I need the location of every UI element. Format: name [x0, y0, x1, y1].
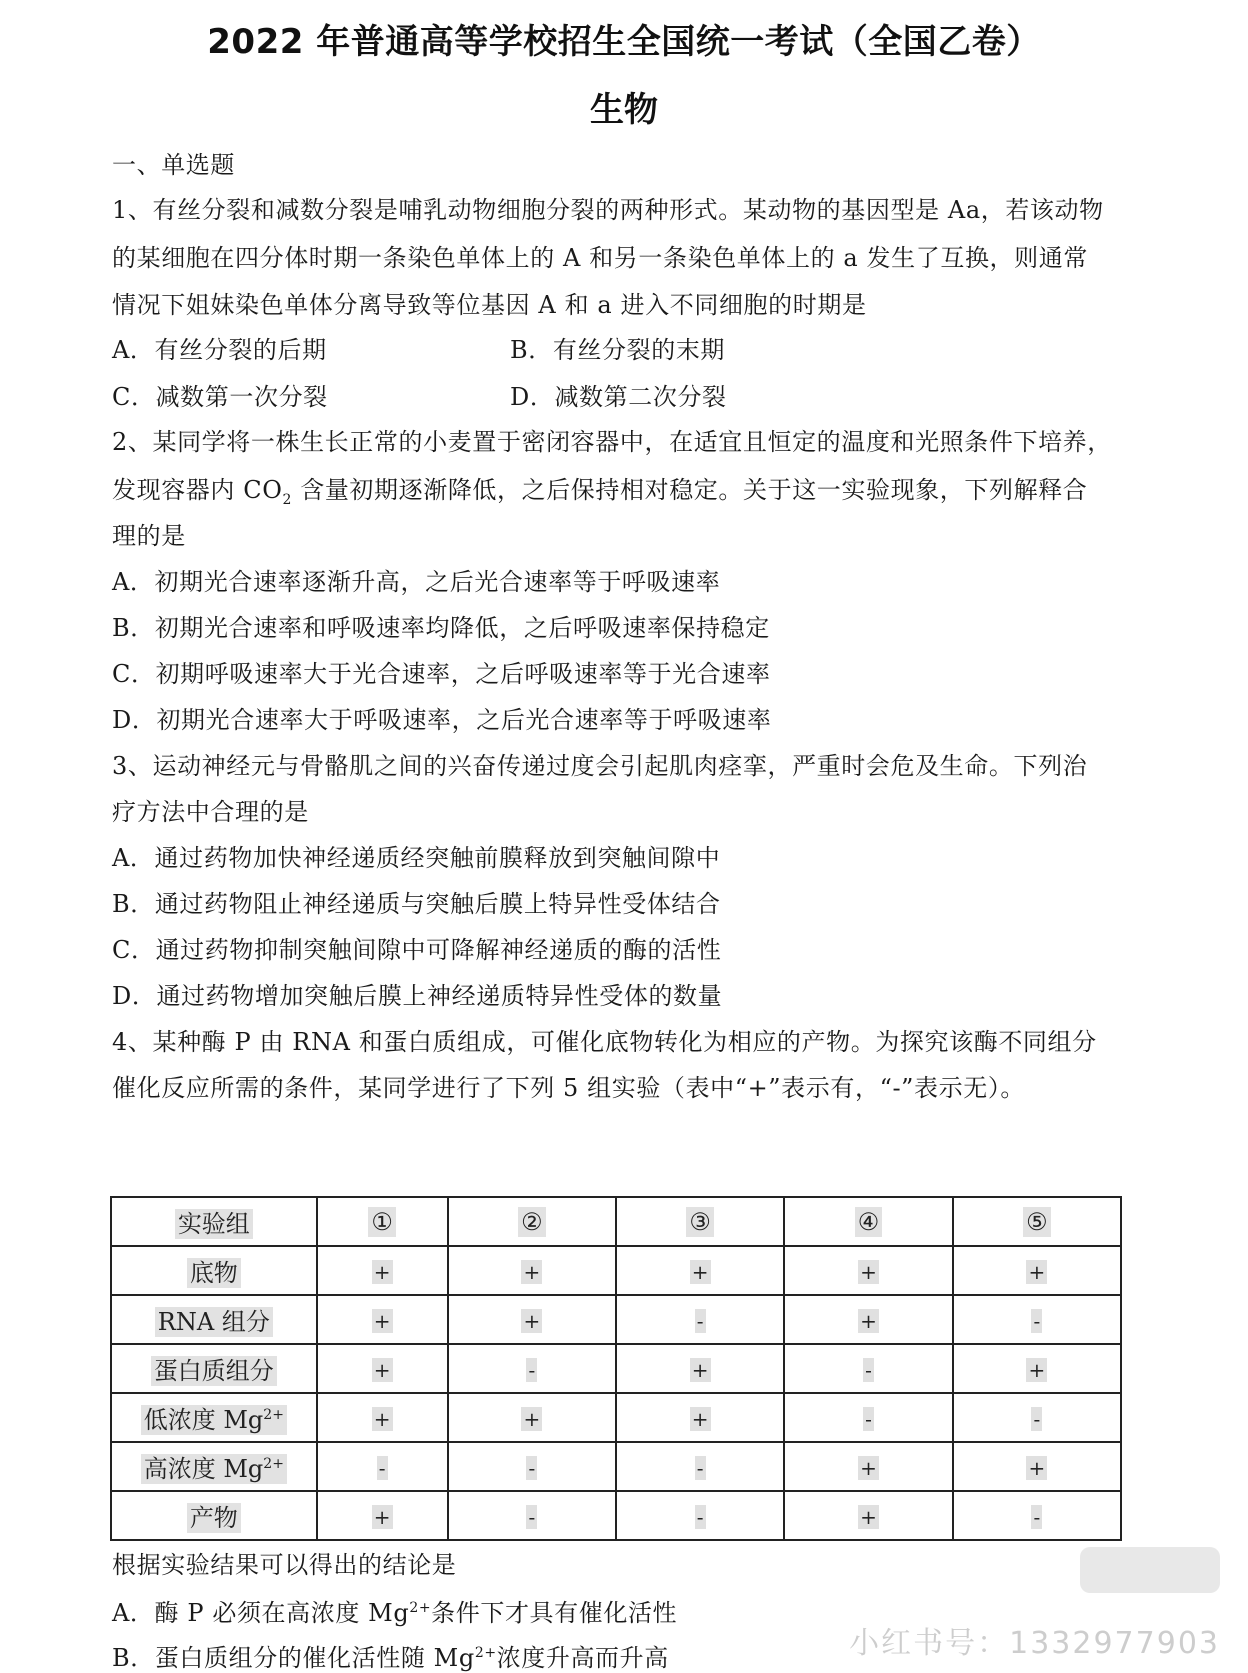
table-cell: - [784, 1393, 952, 1442]
row-label: 低浓度 $Mg^{2+}$ [111, 1393, 317, 1442]
table-cell: - [784, 1344, 952, 1393]
q1-options-row-1 [112, 330, 726, 365]
q1-line-1: 1、有丝分裂和减数分裂是哺乳动物细胞分裂的两种形式。某动物的基因型是 Aa，若该动物 [112, 196, 1104, 224]
header-cell-group: 实验组 [111, 1197, 317, 1246]
header-cell-group-3: ③ [616, 1197, 784, 1246]
table-cell: - [448, 1491, 616, 1540]
table-cell: + [317, 1246, 448, 1295]
table-cell: - [616, 1295, 784, 1344]
table-cell: + [784, 1295, 952, 1344]
q3-line-1: 3、运动神经元与骨骼肌之间的兴奋传递过度会引起肌肉痉挛，严重时会危及生命。下列治 [112, 752, 1088, 780]
q3-option-a: A．通过药物加快神经递质经突触前膜释放到突触间隙中 [112, 844, 721, 872]
q3-option-c: C．通过药物抑制突触间隙中可降解神经递质的酶的活性 [112, 936, 722, 964]
table-cell: + [616, 1344, 784, 1393]
q1-option-c: C．减数第一次分裂 [112, 383, 328, 411]
table-cell: + [784, 1491, 952, 1540]
table-cell: - [953, 1393, 1121, 1442]
row-label: 底物 [111, 1246, 317, 1295]
header-cell-group-2: ② [448, 1197, 616, 1246]
table-cell: - [317, 1442, 448, 1491]
q4-line-2: 催化反应所需的条件，某同学进行了下列 5 组实验（表中“+”表示有，“-”表示无）。 [112, 1074, 1026, 1102]
table-cell: + [317, 1393, 448, 1442]
table-cell: + [784, 1442, 952, 1491]
table-header-row [111, 1197, 1121, 1246]
table-cell: + [448, 1246, 616, 1295]
table-cell: + [616, 1393, 784, 1442]
table-row [111, 1295, 1121, 1344]
q2-option-c: C．初期呼吸速率大于光合速率，之后呼吸速率等于光合速率 [112, 660, 771, 688]
q1-option-d: D．减数第二次分裂 [510, 383, 727, 411]
table-cell: + [317, 1344, 448, 1393]
table-cell: + [448, 1393, 616, 1442]
q1-option-a: A．有丝分裂的后期 [112, 336, 327, 364]
q2-line-3: 理的是 [112, 522, 186, 550]
experiment-table [110, 1196, 1122, 1541]
table-cell: - [616, 1442, 784, 1491]
q1-options-row-2 [112, 377, 727, 412]
row-label: RNA 组分 [111, 1295, 317, 1344]
q4-option-a: A．酶 P 必须在高浓度 $Mg^{2+}$条件下才具有催化活性 [112, 1599, 678, 1627]
q2-option-d: D．初期光合速率大于呼吸速率，之后光合速率等于呼吸速率 [112, 706, 772, 734]
q2-option-b: B．初期光合速率和呼吸速率均降低，之后呼吸速率保持稳定 [112, 614, 770, 642]
table-cell: - [953, 1295, 1121, 1344]
section-heading: 一、单选题 [112, 151, 235, 179]
table-cell: - [616, 1491, 784, 1540]
row-label: 高浓度 $Mg^{2+}$ [111, 1442, 317, 1491]
table-cell: + [953, 1442, 1121, 1491]
table-row [111, 1344, 1121, 1393]
table-cell: - [953, 1491, 1121, 1540]
header-cell-group-4: ④ [784, 1197, 952, 1246]
row-label: 产物 [111, 1491, 317, 1540]
q1-option-b: B．有丝分裂的末期 [510, 336, 726, 364]
q3-option-d: D．通过药物增加突触后膜上神经递质特异性受体的数量 [112, 982, 723, 1010]
header-cell-group-1: ① [317, 1197, 448, 1246]
q2-line-1: 2、某同学将一株生长正常的小麦置于密闭容器中，在适宜且恒定的温度和光照条件下培养， [112, 428, 1112, 456]
table-row [111, 1442, 1121, 1491]
table-cell: + [317, 1491, 448, 1540]
subject-title: 生物 [590, 90, 658, 130]
watermark-text: 小红书号：1332977903 [849, 1626, 1220, 1661]
table-cell: + [953, 1246, 1121, 1295]
q1-line-2: 的某细胞在四分体时期一条染色单体上的 A 和另一条染色单体上的 a 发生了互换，则通常 [112, 244, 1088, 272]
table-cell: + [953, 1344, 1121, 1393]
table-cell: - [448, 1442, 616, 1491]
watermark-logo [1080, 1547, 1220, 1593]
table-cell: + [784, 1246, 952, 1295]
q3-option-b: B．通过药物阻止神经递质与突触后膜上特异性受体结合 [112, 890, 721, 918]
table-cell: + [448, 1295, 616, 1344]
q4-conclusion-prompt: 根据实验结果可以得出的结论是 [112, 1551, 457, 1579]
header-cell-group-5: ⑤ [953, 1197, 1121, 1246]
table-cell: + [317, 1295, 448, 1344]
q4-option-b: B．蛋白质组分的催化活性随 $Mg^{2+}$浓度升高而升高 [112, 1644, 669, 1672]
exam-title: 2022 年普通高等学校招生全国统一考试（全国乙卷） [207, 22, 1041, 62]
table-cell: - [448, 1344, 616, 1393]
table-cell: + [616, 1246, 784, 1295]
table-row [111, 1393, 1121, 1442]
table-row [111, 1246, 1121, 1295]
q4-line-1: 4、某种酶 P 由 RNA 和蛋白质组成，可催化底物转化为相应的产物。为探究该酶不同组分 [112, 1028, 1097, 1056]
q1-line-3: 情况下姐妹染色单体分离导致等位基因 A 和 a 进入不同细胞的时期是 [112, 291, 867, 319]
table-row [111, 1491, 1121, 1540]
q2-option-a: A．初期光合速率逐渐升高，之后光合速率等于呼吸速率 [112, 568, 721, 596]
q2-line-2: 发现容器内 $CO_2$ 含量初期逐渐降低，之后保持相对稳定。关于这一实验现象，下列解释合 [112, 476, 1088, 508]
row-label: 蛋白质组分 [111, 1344, 317, 1393]
q3-line-2: 疗方法中合理的是 [112, 798, 309, 826]
